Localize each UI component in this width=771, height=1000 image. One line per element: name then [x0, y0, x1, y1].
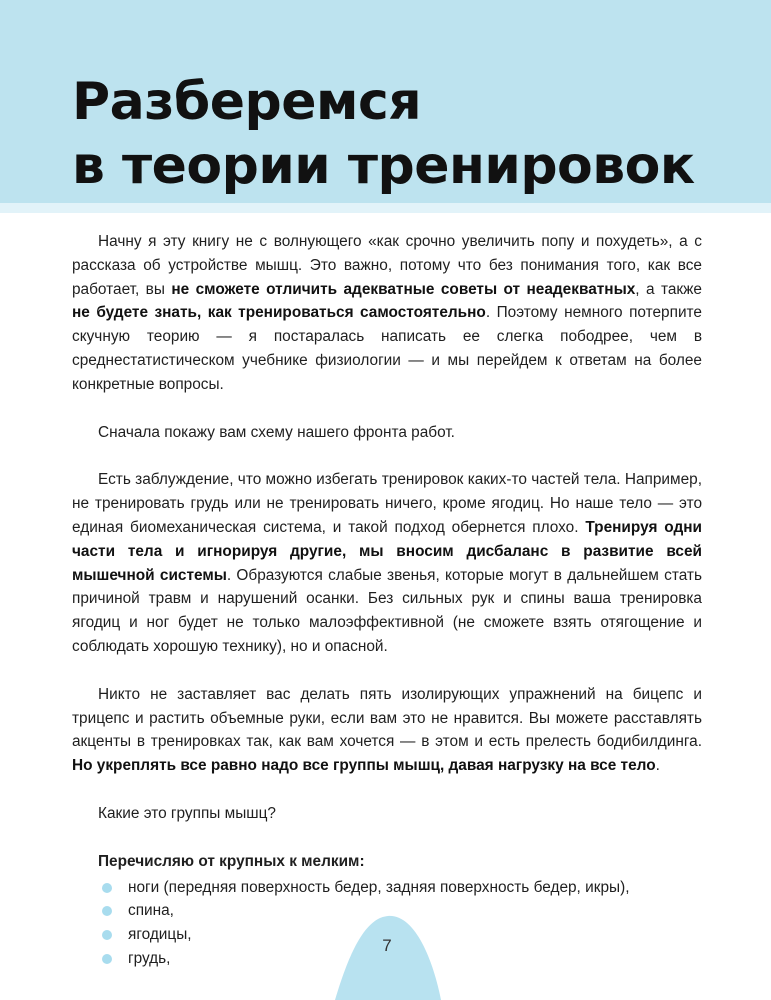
page-number: 7	[382, 936, 392, 955]
page-blob-path	[335, 916, 441, 1000]
paragraph-intro: Начну я эту книгу не с волнующего «как срочно увеличить попу и похудеть», а с рассказа об устройстве мышц. Это важно, потому что без понимания того, как все работает, вы не сможете отличить адекватные советы от неадекватных, а также не будете знать, как тренироваться самостоятельно. Поэтому немного потерпите скучную теорию — я постаралась написать ее слегка пободрее, чем в среднестатистическом учебнике физиологии — и мы перейдем к ответам на более конкретные вопросы.	[72, 233, 702, 393]
page-blob-shape	[333, 912, 443, 1000]
body-text	[72, 230, 702, 971]
emphasis-text: Но укреплять все равно надо все группы мышц, давая нагрузку на все тело	[72, 757, 656, 775]
bullet-dot-icon	[102, 883, 112, 893]
bullet-dot-icon	[102, 906, 112, 916]
page-title	[72, 70, 695, 198]
page-title-line-1: Разберемся	[72, 72, 422, 132]
list-item-text: спина,	[128, 902, 174, 920]
emphasis-text: не сможете отличить адекватные советы от неадекватных	[171, 280, 636, 298]
paragraph-misconception: Есть заблуждение, что можно избегать тренировок каких-то частей тела. Например, не тренировать грудь или не тренировать ничего, кроме ягодиц. Но наше тело — это единая биомеханическая система, и такой подход обернется плохо. Тренируя одни части тела и игнорируя другие, мы вносим дисбаланс в развитие всей мышечной системы. Образуются слабые звенья, которые могут в дальнейшем стать причиной травм и нарушений осанки. Без сильных рук и спины ваша тренировка ягодиц и ног будет не только малоэффективной (не сможете взять отягощение и соблюдать хорошую технику), но и опасной.	[72, 471, 702, 655]
bullet-dot-icon	[102, 930, 112, 940]
paragraph-scheme: Сначала покажу вам схему нашего фронта работ.	[98, 423, 455, 441]
list-item	[102, 876, 702, 900]
list-item-text: ноги (передняя поверхность бедер, задняя поверхность бедер, икры),	[128, 878, 630, 896]
list-item-text: грудь,	[128, 949, 171, 967]
page-title-line-2: в теории тренировок	[72, 136, 695, 196]
paragraph-question: Какие это группы мышц?	[98, 804, 276, 822]
list-heading: Перечисляю от крупных к мелким:	[98, 852, 365, 870]
header-stripe	[0, 203, 771, 213]
list-item-text: ягодицы,	[128, 926, 192, 944]
emphasis-text: не будете знать, как тренироваться самостоятельно	[72, 304, 486, 322]
bullet-dot-icon	[102, 954, 112, 964]
paragraph-accents: Никто не заставляет вас делать пять изолирующих упражнений на бицепс и трицепс и растить объемные руки, если вам это не нравится. Вы можете расставлять акценты в тренировках так, как вам хочется — в этом и есть прелесть бодибилдинга. Но укреплять все равно надо все группы мышц, давая нагрузку на все тело.	[72, 685, 702, 775]
emphasis-text: Тренируя одни части тела и игнорируя другие, мы вносим дисбаланс в развитие всей мышечной системы	[72, 518, 702, 584]
